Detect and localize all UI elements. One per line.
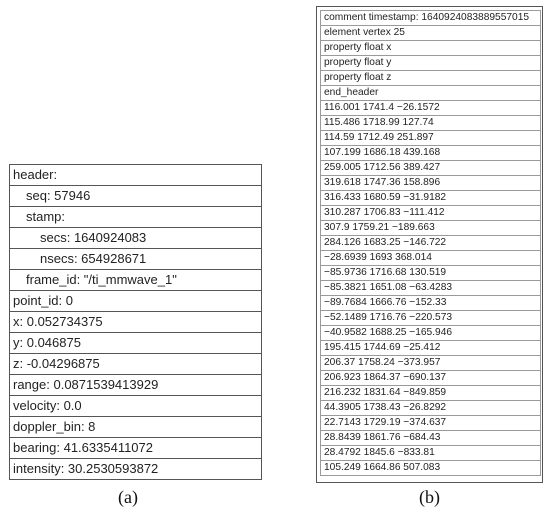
table-row bbox=[10, 354, 262, 375]
table-row bbox=[321, 101, 541, 116]
ply-line: −85.9736 1716.68 130.519 bbox=[321, 266, 541, 281]
caption-a: (a) bbox=[118, 487, 138, 507]
ros-message-table bbox=[9, 164, 262, 480]
message-field: x: 0.052734375 bbox=[10, 312, 262, 333]
table-row bbox=[10, 396, 262, 417]
ply-line: −85.3821 1651.08 −63.4283 bbox=[321, 281, 541, 296]
table-row bbox=[321, 71, 541, 86]
ply-line: 216.232 1831.64 −849.859 bbox=[321, 386, 541, 401]
table-row bbox=[321, 236, 541, 251]
table-row bbox=[321, 131, 541, 146]
message-field: nsecs: 654928671 bbox=[10, 249, 262, 270]
ply-line: 316.433 1680.59 −31.9182 bbox=[321, 191, 541, 206]
ply-file-table bbox=[320, 10, 541, 476]
ply-line: comment timestamp: 1640924083889557015 bbox=[321, 11, 541, 26]
message-field: point_id: 0 bbox=[10, 291, 262, 312]
ply-line: −28.6939 1693 368.014 bbox=[321, 251, 541, 266]
message-field: stamp: bbox=[10, 207, 262, 228]
table-row bbox=[321, 146, 541, 161]
ply-line: 22.7143 1729.19 −374.637 bbox=[321, 416, 541, 431]
table-row bbox=[321, 296, 541, 311]
ply-line: 307.9 1759.21 −189.663 bbox=[321, 221, 541, 236]
table-row bbox=[10, 438, 262, 459]
table-row bbox=[321, 116, 541, 131]
table-row bbox=[321, 311, 541, 326]
table-row bbox=[321, 251, 541, 266]
table-row bbox=[321, 56, 541, 71]
ply-line: 114.59 1712.49 251.897 bbox=[321, 131, 541, 146]
table-row bbox=[10, 165, 262, 186]
ply-line: 107.199 1686.18 439.168 bbox=[321, 146, 541, 161]
ply-line: 310.287 1706.83 −111.412 bbox=[321, 206, 541, 221]
table-row bbox=[10, 333, 262, 354]
table-row bbox=[10, 228, 262, 249]
message-field: frame_id: "/ti_mmwave_1" bbox=[10, 270, 262, 291]
table-row bbox=[10, 459, 262, 480]
ply-line: 28.4792 1845.6 −833.81 bbox=[321, 446, 541, 461]
table-row bbox=[321, 431, 541, 446]
table-row bbox=[321, 416, 541, 431]
table-row bbox=[10, 207, 262, 228]
table-row bbox=[321, 461, 541, 476]
table-row bbox=[321, 41, 541, 56]
table-row bbox=[10, 186, 262, 207]
ply-line: property float y bbox=[321, 56, 541, 71]
table-row bbox=[10, 375, 262, 396]
ply-line: 115.486 1718.99 127.74 bbox=[321, 116, 541, 131]
ply-line: end_header bbox=[321, 86, 541, 101]
table-row bbox=[321, 11, 541, 26]
caption-b: (b) bbox=[419, 487, 440, 507]
table-row bbox=[10, 291, 262, 312]
ply-line: 105.249 1664.86 507.083 bbox=[321, 461, 541, 476]
message-field: seq: 57946 bbox=[10, 186, 262, 207]
table-row bbox=[321, 281, 541, 296]
ros-message-table-body bbox=[10, 165, 262, 480]
table-row bbox=[321, 341, 541, 356]
table-row bbox=[10, 312, 262, 333]
table-row bbox=[321, 401, 541, 416]
ply-line: property float x bbox=[321, 41, 541, 56]
message-field: z: -0.04296875 bbox=[10, 354, 262, 375]
table-row bbox=[321, 356, 541, 371]
table-row bbox=[10, 270, 262, 291]
table-row bbox=[10, 249, 262, 270]
ply-file-table-body bbox=[321, 11, 541, 476]
message-field: velocity: 0.0 bbox=[10, 396, 262, 417]
table-row bbox=[321, 266, 541, 281]
ply-line: 44.3905 1738.43 −26.8292 bbox=[321, 401, 541, 416]
ply-line: property float z bbox=[321, 71, 541, 86]
table-row bbox=[321, 221, 541, 236]
ply-line: 195.415 1744.69 −25.412 bbox=[321, 341, 541, 356]
ply-line: 284.126 1683.25 −146.722 bbox=[321, 236, 541, 251]
table-row bbox=[321, 176, 541, 191]
table-row bbox=[10, 417, 262, 438]
table-row bbox=[321, 206, 541, 221]
message-field: intensity: 30.2530593872 bbox=[10, 459, 262, 480]
message-field: doppler_bin: 8 bbox=[10, 417, 262, 438]
ply-line: 28.8439 1861.76 −684.43 bbox=[321, 431, 541, 446]
table-row bbox=[321, 191, 541, 206]
message-field: range: 0.0871539413929 bbox=[10, 375, 262, 396]
table-row bbox=[321, 371, 541, 386]
table-row bbox=[321, 161, 541, 176]
message-field: bearing: 41.6335411072 bbox=[10, 438, 262, 459]
table-row bbox=[321, 446, 541, 461]
message-field: header: bbox=[10, 165, 262, 186]
ply-line: −52.1489 1716.76 −220.573 bbox=[321, 311, 541, 326]
ply-line: −40.9582 1688.25 −165.946 bbox=[321, 326, 541, 341]
table-row bbox=[321, 386, 541, 401]
table-row bbox=[321, 86, 541, 101]
message-field: y: 0.046875 bbox=[10, 333, 262, 354]
table-row bbox=[321, 26, 541, 41]
ply-line: 319.618 1747.36 158.896 bbox=[321, 176, 541, 191]
table-row bbox=[321, 326, 541, 341]
ply-line: 206.37 1758.24 −373.957 bbox=[321, 356, 541, 371]
ply-line: −89.7684 1666.76 −152.33 bbox=[321, 296, 541, 311]
ply-line: 259.005 1712.56 389.427 bbox=[321, 161, 541, 176]
ply-line: element vertex 25 bbox=[321, 26, 541, 41]
ply-line: 116.001 1741.4 −26.1572 bbox=[321, 101, 541, 116]
ply-line: 206.923 1864.37 −690.137 bbox=[321, 371, 541, 386]
message-field: secs: 1640924083 bbox=[10, 228, 262, 249]
